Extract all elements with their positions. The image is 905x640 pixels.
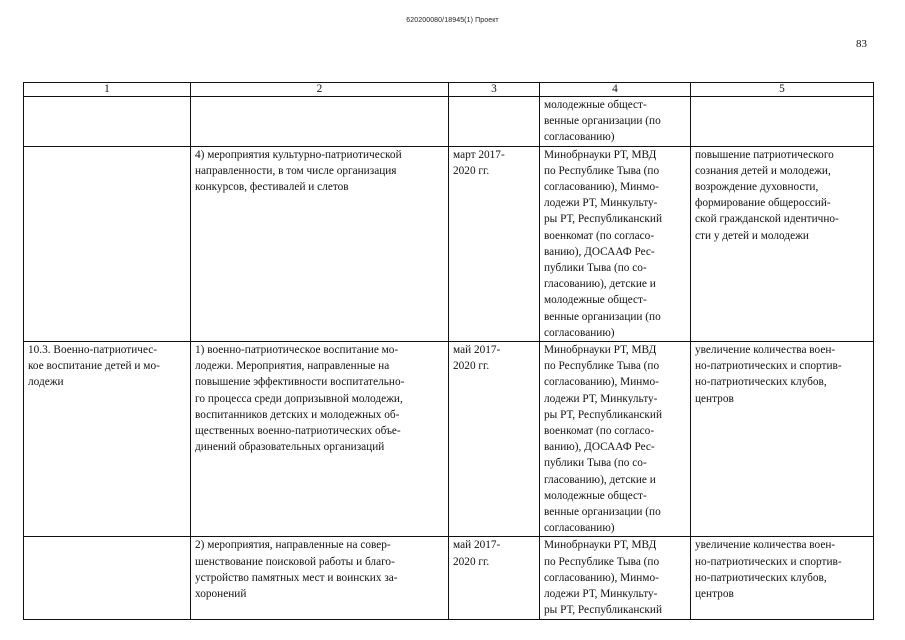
activity-text: 2) мероприятия, направленные на совер- шенствование поисковой работы и благо- устройство памятных мест и воинских за- хоронений — [195, 539, 398, 601]
column-number-3: 3 — [449, 83, 540, 97]
section-cell — [24, 97, 191, 147]
section-cell — [24, 537, 191, 619]
activity-cell — [191, 342, 449, 537]
executors-cell — [540, 146, 691, 341]
executors-text: молодежные общест- венные организации (по согласованию) — [544, 99, 661, 144]
table-row — [24, 537, 874, 619]
plan-table — [23, 82, 874, 620]
activity-text: 1) военно-патриотическое воспитание мо- лодежи. Мероприятия, направленные на повышение эффективности воспитательно- го процесса среди допризывной молодежи, воспитанников детских и молодежных об- щественных военно-патриотических объе- динений образовательных организаций — [195, 344, 405, 454]
result-text: увеличение количества воен- но-патриотических и спортив- но-патриотических клубов, центров — [695, 539, 842, 601]
activity-text: 4) мероприятия культурно-патриотической направленности, в том числе организация конкурсов, фестивалей и слетов — [195, 148, 402, 194]
column-number-1: 1 — [24, 83, 191, 97]
column-number-4: 4 — [540, 83, 691, 97]
period-cell — [449, 97, 540, 147]
result-text: повышение патриотического сознания детей и молодежи, возрождение духовности, формирование общероссий- ской гражданской идентично- сти у детей и молодежи — [695, 148, 839, 242]
period-cell — [449, 537, 540, 619]
activity-cell — [191, 537, 449, 619]
column-number-2: 2 — [191, 83, 449, 97]
executors-text: Минобрнауки РТ, МВД по Республике Тыва (по согласованию), Минмо- лодежи РТ, Минкульту- ры РТ, Республиканский военкомат (по согласо- ванию), ДОСААФ Рес- публики Тыва (по со- гласованию), детские и молодежные общест- венные организации (по согласованию) — [544, 344, 663, 535]
period-cell — [449, 342, 540, 537]
result-cell — [691, 537, 874, 619]
column-number-5: 5 — [691, 83, 874, 97]
period-text: май 2017- 2020 гг. — [453, 539, 501, 568]
activity-cell — [191, 97, 449, 147]
table-row — [24, 146, 874, 341]
section-cell — [24, 146, 191, 341]
section-cell — [24, 342, 191, 537]
page-number: 83 — [856, 38, 867, 50]
section-text: 10.3. Военно-патриотичес- кое воспитание детей и мо- лодежи — [28, 344, 160, 389]
executors-cell — [540, 342, 691, 537]
table-row — [24, 97, 874, 147]
table-row — [24, 342, 874, 537]
result-cell — [691, 97, 874, 147]
column-number-row — [24, 83, 874, 97]
executors-text: Минобрнауки РТ, МВД по Республике Тыва (по согласованию), Минмо- лодежи РТ, Минкульту- ры РТ, Республиканский военкомат (по согласо- ванию), ДОСААФ Рес- публики Тыва (по со- гласованию), детские и молодежные общест- венные организации (по согласованию) — [544, 148, 663, 339]
result-text: увеличение количества воен- но-патриотических и спортив- но-патриотических клубов, центров — [695, 344, 842, 405]
executors-text: Минобрнауки РТ, МВД по Республике Тыва (по согласованию), Минмо- лодежи РТ, Минкульту- ры РТ, Республиканский — [544, 539, 663, 617]
result-cell — [691, 146, 874, 341]
executors-cell — [540, 97, 691, 147]
period-text: май 2017- 2020 гг. — [453, 344, 501, 373]
period-cell — [449, 146, 540, 341]
result-cell — [691, 342, 874, 537]
executors-cell — [540, 537, 691, 619]
document-id: 620200080/18945(1) Проект — [406, 17, 499, 24]
activity-cell — [191, 146, 449, 341]
period-text: март 2017- 2020 гг. — [453, 148, 505, 177]
